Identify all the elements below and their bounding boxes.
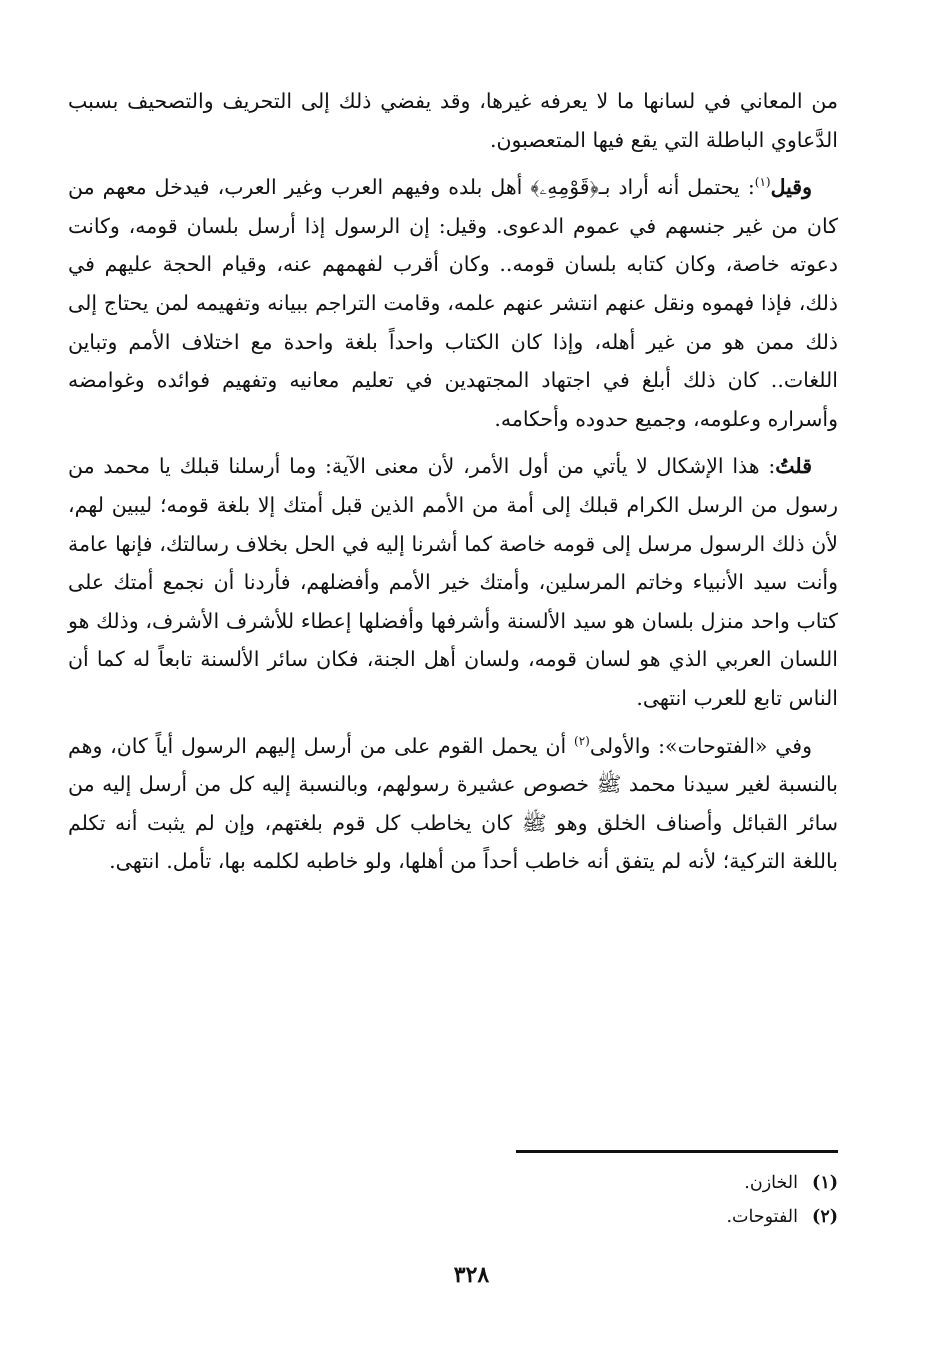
paragraph-3-text: : هذا الإشكال لا يأتي من أول الأمر، لأن معنى الآية: وما أرسلنا قبلك يا محمد من رسول من الرسل الكرام قبلك إلى أمة من الأمم الذين قبل أمتك إلا بلغة قومه؛ ليبين لهم، لأن ذلك الرسول مرسل إلى قومه خاصة كما أشرنا إليه في الحل بخلاف رسالتك، فإنها عامة وأنت سيد الأنبياء وخاتم المرسلين، وأمتك خير الأمم وأفضلهم، فأردنا أن نجمع أمتك على كتاب واحد منزل بلسان هو سيد الألسنة وأشرفها وأفضلها إعطاء للأشرف الأشرف، وذلك هو اللسان العربي الذي هو لسان قومه، ولسان أهل الجنة، فكان سائر الألسنة تابعاً له كما أن الناس تابع للعرب انتهى. [68, 454, 838, 710]
paragraph-1-text: من المعاني في لسانها ما لا يعرفه غيرها، وقد يفضي ذلك إلى التحريف والتصحيف بسبب الدَّعاوي الباطلة التي يقع فيها المتعصبون. [68, 89, 838, 152]
footnotes [726, 1166, 838, 1234]
paragraph-4-text: أن يحمل القوم على من أرسل إليهم الرسول أياً كان، وهم بالنسبة لغير سيدنا محمد ﷺ خصوص عشيرة رسولهم، وبالنسبة إليه كل من أرسل إليه من سائر القبائل وأصناف الخلق وهو ﷺ كان يخاطب كل قوم بلغتهم، وإن لم يثبت أنه تكلم باللغة التركية؛ لأنه لم يتفق أنه خاطب أحداً من أهلها، ولو خاطبه لكلمه بها، تأمل. انتهى. [68, 733, 838, 874]
footnote-1 [726, 1166, 838, 1200]
page-body [68, 82, 838, 890]
page-number: ٣٢٨ [453, 1262, 490, 1288]
paragraph-2-lead: وقيل [770, 175, 812, 200]
footnote-ref-2[interactable]: (٢) [574, 733, 590, 748]
footnote-2-text: الفتوحات. [726, 1207, 798, 1227]
footnote-1-number: (١) [812, 1173, 838, 1193]
footnote-1-text: الخازن. [744, 1173, 798, 1193]
footnote-2 [726, 1200, 838, 1234]
footnote-divider [516, 1150, 838, 1153]
footnote-ref-1[interactable]: (١) [754, 175, 771, 190]
paragraph-2 [68, 168, 838, 438]
paragraph-1 [68, 82, 838, 159]
paragraph-3 [68, 447, 838, 717]
footnote-2-number: (٢) [812, 1207, 838, 1227]
paragraph-4 [68, 727, 838, 881]
paragraph-3-lead: قلتُ [775, 454, 812, 479]
paragraph-2-text: : يحتمل أنه أراد بـ﴿قَوْمِهِۦ﴾ أهل بلده وفيهم العرب وغير العرب، فيدخل معهم من كان من غير جنسهم في عموم الدعوى. وقيل: إن الرسول إذا أرسل بلسان قومه، وكانت دعوته خاصة، وكان كتابه بلسان قومه.. وكان أقرب لفهمهم عنه، وقيام الحجة عليهم في ذلك، فإذا فهموه ونقل عنهم انتشر عنهم علمه، وقامت التراجم ببيانه وتفهيمه لمن يحتاج إلى ذلك ممن هو من غير أهله، وإذا كان الكتاب واحداً بلغة واحدة مع اختلاف الأمم وتباين اللغات.. كان ذلك أبلغ في اجتهاد المجتهدين في تعليم معانيه وتفهيم فوائده وغوامضه وأسراره وعلومه، وجميع حدوده وأحكامه. [68, 175, 838, 431]
paragraph-4-lead: وفي «الفتوحات»: والأولى [589, 733, 812, 758]
